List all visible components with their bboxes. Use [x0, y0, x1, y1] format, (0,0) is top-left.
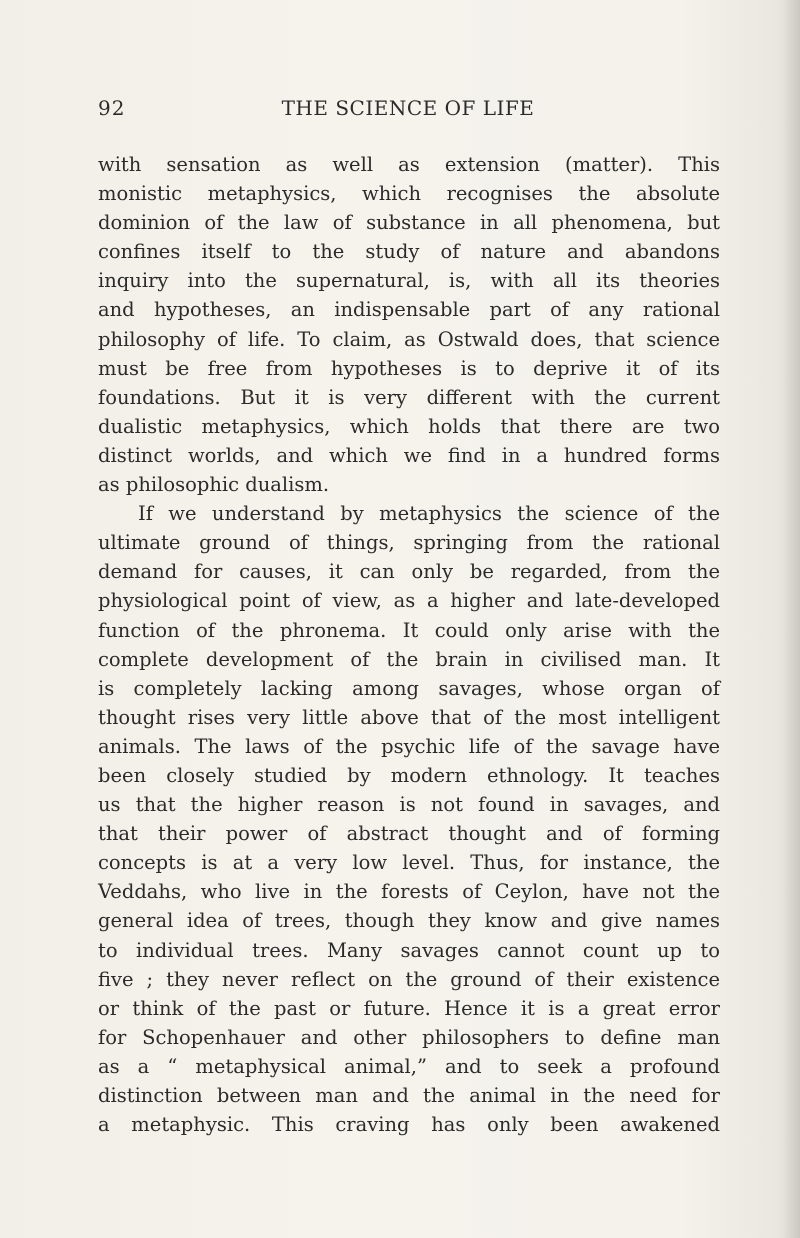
text-line: Veddahs, who live in the forests of Ceylon, have not the — [98, 880, 720, 904]
text-line: demand for causes, it can only be regarded, from the — [98, 560, 720, 584]
text-line: distinct worlds, and which we find in a hundred forms — [98, 443, 720, 467]
running-head — [98, 96, 718, 126]
paragraph-end-line: as philosophic dualism. — [98, 473, 330, 497]
text-line: animals. The laws of the psychic life of the savage have — [98, 734, 720, 758]
text-line: to individual trees. Many savages cannot count up to — [98, 938, 720, 962]
text-line: concepts is at a very low level. Thus, for instance, the — [98, 851, 720, 875]
running-head-title: THE SCIENCE OF LIFE — [281, 96, 535, 120]
text-line: inquiry into the supernatural, is, with all its theories — [98, 269, 720, 293]
text-line: function of the phronema. It could only arise with the — [98, 618, 720, 642]
text-line: five ; they never reflect on the ground of their existence — [98, 967, 720, 991]
text-line: as a “ metaphysical animal,” and to seek a profound — [98, 1054, 720, 1078]
text-line: that their power of abstract thought and of forming — [98, 822, 720, 846]
text-line: for Schopenhauer and other philosophers to define man — [98, 1025, 720, 1049]
text-line: dominion of the law of substance in all phenomena, but — [98, 211, 720, 235]
text-line: general idea of trees, though they know and give names — [98, 909, 720, 933]
text-line: dualistic metaphysics, which holds that there are two — [98, 414, 720, 438]
text-line: is completely lacking among savages, whose organ of — [98, 676, 720, 700]
paragraph-start-line: If we understand by metaphysics the science of the — [138, 502, 720, 526]
text-line: confines itself to the study of nature and abandons — [98, 240, 720, 264]
text-line: us that the higher reason is not found in savages, and — [98, 793, 720, 817]
text-line: a metaphysic. This craving has only been awakened — [98, 1113, 720, 1137]
text-line: complete development of the brain in civilised man. It — [98, 647, 720, 671]
text-line: been closely studied by modern ethnology. It teaches — [98, 763, 720, 787]
text-line: philosophy of life. To claim, as Ostwald does, that science — [98, 327, 720, 351]
text-line: distinction between man and the animal in the need for — [98, 1084, 720, 1107]
text-line: must be free from hypotheses is to deprive it of its — [98, 356, 720, 380]
text-line: or think of the past or future. Hence it is a great error — [98, 996, 720, 1020]
text-line: physiological point of view, as a higher and late-developed — [98, 589, 720, 613]
text-line: ultimate ground of things, springing from the rational — [98, 531, 720, 555]
text-line: with sensation as well as extension (matter). This — [98, 153, 720, 176]
text-line: monistic metaphysics, which recognises the absolute — [98, 182, 720, 206]
page-edge-shadow — [782, 0, 800, 1238]
text-line: thought rises very little above that of the most intelligent — [98, 705, 720, 729]
text-line: foundations. But it is very different with the current — [98, 385, 720, 409]
text-line: and hypotheses, an indispensable part of any rational — [98, 298, 720, 322]
page-number: 92 — [98, 96, 126, 120]
body-text — [98, 150, 720, 1139]
